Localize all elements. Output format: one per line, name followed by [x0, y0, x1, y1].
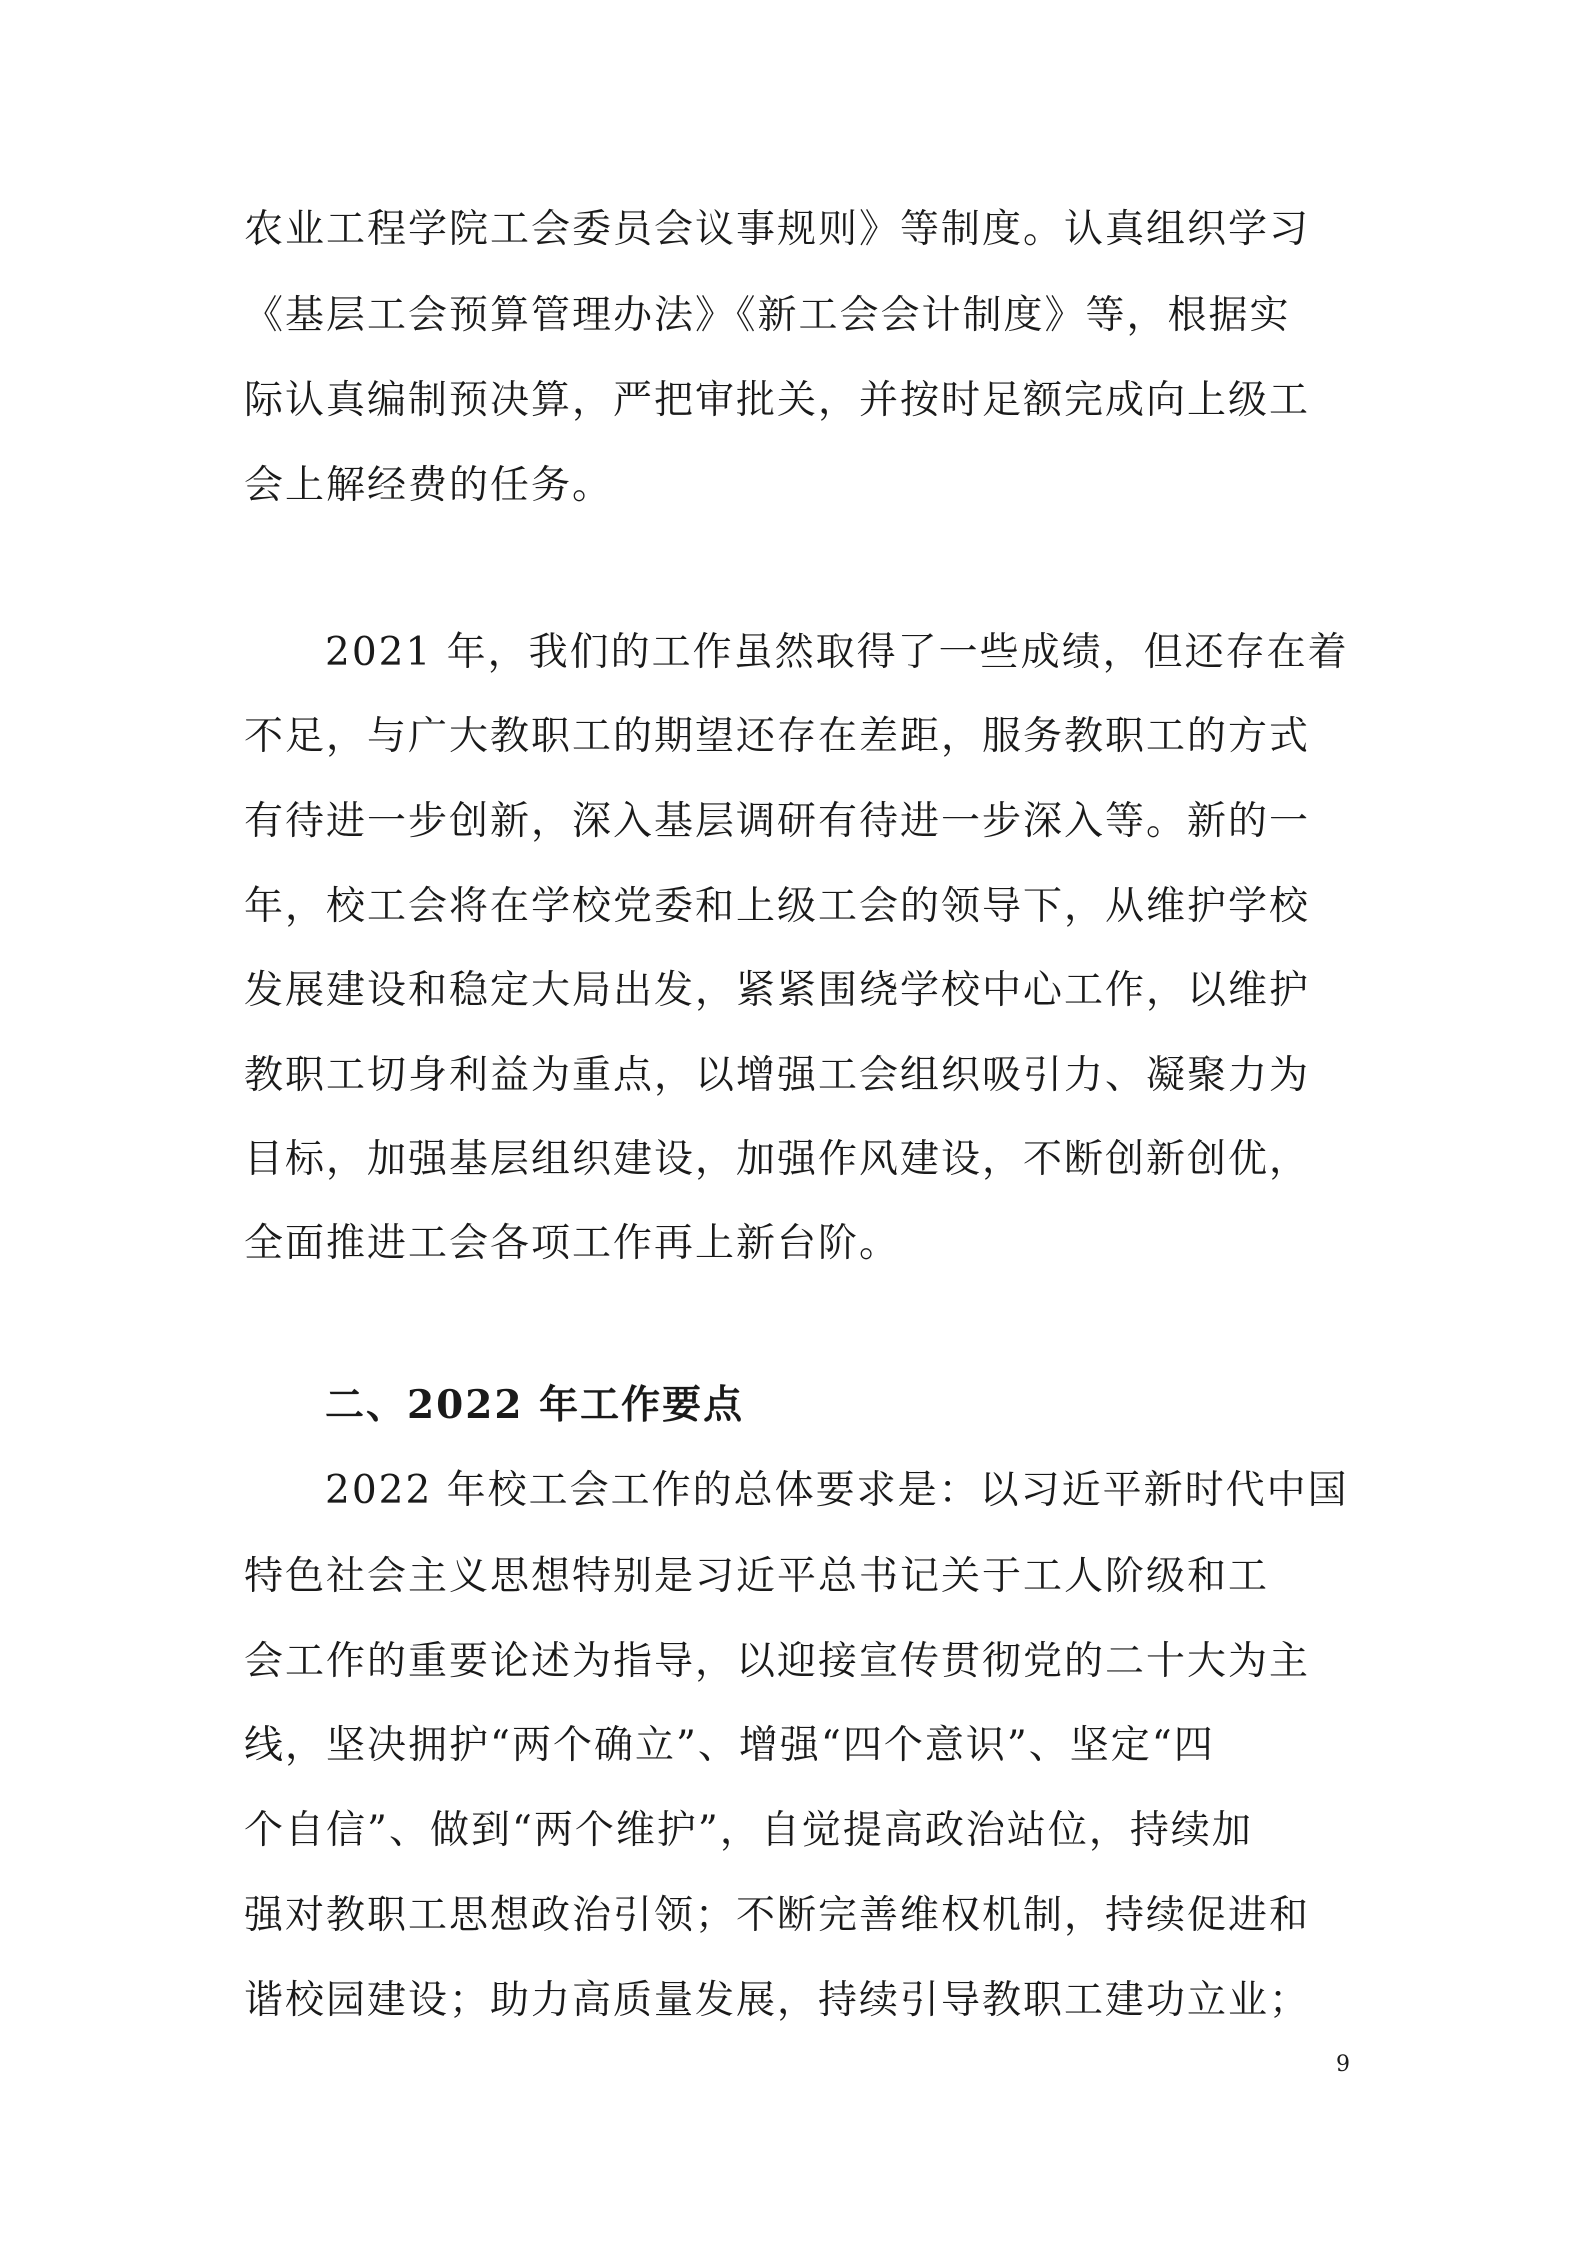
page-number: 9: [1336, 2052, 1350, 2077]
section-paragraph-line-3: 会工作的重要论述为指导，以迎接宣传贯彻党的二十大为主: [244, 1639, 1311, 1684]
paragraph-1-line-4: 会上解经费的任务。: [244, 463, 614, 508]
section-paragraph-line-7: 谐校园建设；助力高质量发展，持续引导教职工建功立业；: [244, 1978, 1311, 2023]
paragraph-2-line-2: 不足，与广大教职工的期望还存在差距，服务教职工的方式: [244, 714, 1311, 759]
paragraph-2-line-6: 教职工切身利益为重点，以增强工会组织吸引力、凝聚力为: [244, 1053, 1311, 1098]
paragraph-2-line-4: 年，校工会将在学校党委和上级工会的领导下，从维护学校: [244, 884, 1311, 929]
paragraph-2-line-7: 目标，加强基层组织建设，加强作风建设，不断创新创优，: [244, 1137, 1311, 1182]
paragraph-2-line-8: 全面推进工会各项工作再上新台阶。: [244, 1221, 901, 1266]
paragraph-1-line-2: 《基层工会预算管理办法》《新工会会计制度》等，根据实: [244, 293, 1291, 338]
section-paragraph-line-6: 强对教职工思想政治引领；不断完善维权机制，持续促进和: [244, 1893, 1311, 1938]
section-paragraph-line-5: 个自信”、做到“两个维护”，自觉提高政治站位，持续加: [244, 1808, 1253, 1853]
paragraph-2-line-5: 发展建设和稳定大局出发，紧紧围绕学校中心工作，以维护: [244, 968, 1311, 1013]
paragraph-2-line-1: 2021 年，我们的工作虽然取得了一些成绩，但还存在着: [325, 630, 1349, 675]
paragraph-1-line-1: 农业工程学院工会委员会议事规则》等制度。认真组织学习: [244, 207, 1311, 252]
paragraph-2-line-3: 有待进一步创新，深入基层调研有待进一步深入等。新的一: [244, 799, 1311, 844]
section-paragraph-line-2: 特色社会主义思想特别是习近平总书记关于工人阶级和工: [244, 1554, 1270, 1599]
paragraph-1-line-3: 际认真编制预决算，严把审批关，并按时足额完成向上级工: [244, 378, 1311, 423]
section-heading: 二、2022 年工作要点: [325, 1382, 745, 1428]
section-paragraph-line-1: 2022 年校工会工作的总体要求是：以习近平新时代中国: [325, 1468, 1349, 1513]
section-paragraph-line-4: 线，坚决拥护“两个确立”、增强“四个意识”、坚定“四: [244, 1723, 1215, 1768]
